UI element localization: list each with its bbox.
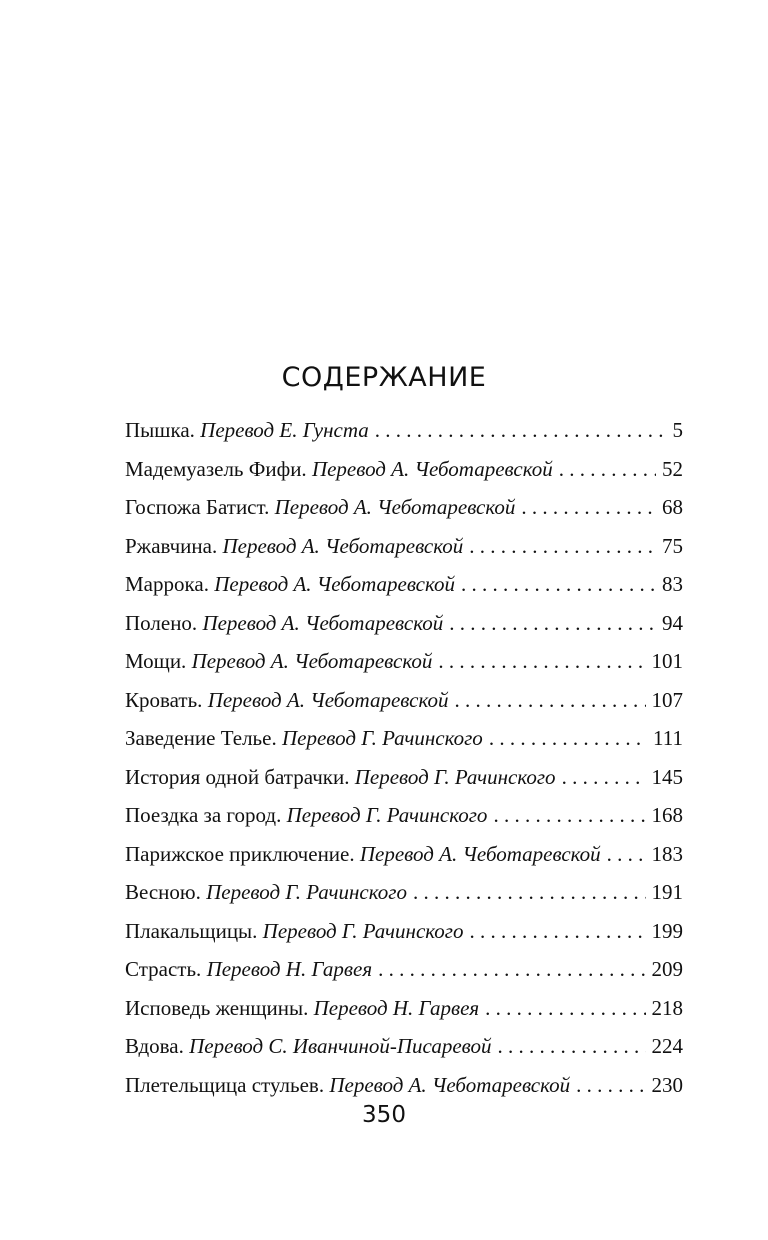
toc-entry[interactable] — [125, 912, 683, 951]
translator-credit: Перевод Е. Гунста — [200, 418, 369, 442]
page-number: 350 — [362, 1102, 406, 1128]
dot-leader — [432, 642, 645, 681]
toc-entry[interactable] — [125, 950, 683, 989]
page-reference: 224 — [651, 1034, 683, 1058]
story-title: Мадемуазель Фифи. — [125, 456, 307, 481]
toc-entry[interactable] — [125, 796, 683, 835]
dot-leader — [487, 796, 645, 835]
translator-credit: Перевод А. Чеботаревской — [359, 841, 601, 866]
toc-entry[interactable] — [125, 1027, 683, 1066]
translator-credit: Перевод А. Чеботаревской — [202, 610, 444, 635]
toc-entry[interactable] — [125, 450, 683, 489]
story-title: Поездка за город. — [125, 803, 282, 827]
toc-entry[interactable] — [125, 835, 683, 874]
dot-leader — [515, 488, 656, 527]
page-reference: 209 — [651, 957, 683, 981]
page-reference: 75 — [662, 533, 683, 558]
page-reference: 199 — [651, 918, 683, 943]
page-reference: 94 — [662, 610, 683, 635]
story-title: Исповедь женщины. — [125, 995, 309, 1020]
dot-leader — [553, 450, 656, 489]
story-title: Плетельщица стульев. — [125, 1072, 325, 1097]
translator-credit: Перевод Н. Гарвея — [206, 957, 373, 981]
translator-credit: Перевод С. Иванчиной-Писаревой — [189, 1034, 492, 1058]
toc-entry[interactable] — [125, 527, 683, 566]
translator-credit: Перевод А. Чеботаревской — [311, 456, 553, 481]
toc-entry[interactable] — [125, 642, 683, 681]
story-title: Пышка. — [125, 418, 195, 442]
toc-entry[interactable] — [125, 681, 683, 720]
toc-entry[interactable] — [125, 488, 683, 527]
page-reference: 168 — [651, 803, 683, 827]
page-reference: 111 — [653, 726, 683, 750]
page-reference: 183 — [651, 841, 683, 866]
translator-credit: Перевод А. Чеботаревской — [329, 1072, 571, 1097]
dot-leader — [448, 681, 645, 720]
dot-leader — [601, 835, 646, 874]
page-reference: 107 — [651, 687, 683, 712]
toc-entry[interactable] — [125, 719, 683, 758]
translator-credit: Перевод А. Чеботаревской — [222, 533, 464, 558]
dot-leader — [483, 719, 647, 758]
dot-leader — [463, 527, 656, 566]
translator-credit: Перевод Г. Рачинского — [206, 880, 407, 904]
story-title: Госпожа Батист. — [125, 495, 270, 519]
dot-leader — [372, 950, 645, 989]
translator-credit: Перевод А. Чеботаревской — [214, 572, 455, 596]
translator-credit: Перевод А. Чеботаревской — [191, 649, 433, 673]
toc-entry[interactable] — [125, 565, 683, 604]
table-of-contents — [125, 411, 683, 1104]
toc-entry[interactable] — [125, 989, 683, 1028]
page-reference: 52 — [662, 456, 683, 481]
story-title: История одной батрачки. — [125, 764, 350, 789]
story-title: Полено. — [125, 610, 198, 635]
translator-credit: Перевод Г. Рачинского — [262, 918, 464, 943]
translator-credit: Перевод А. Чеботаревской — [274, 495, 516, 519]
story-title: Плакальщицы. — [125, 918, 258, 943]
dot-leader — [407, 873, 646, 912]
story-title: Ржавчина. — [125, 533, 218, 558]
dot-leader — [491, 1027, 645, 1066]
page-reference: 5 — [672, 418, 683, 442]
story-title: Заведение Телье. — [125, 726, 277, 750]
dot-leader — [369, 411, 667, 450]
dot-leader — [443, 604, 656, 643]
story-title: Весною. — [125, 880, 201, 904]
story-title: Кровать. — [125, 687, 203, 712]
dot-leader — [570, 1066, 645, 1105]
translator-credit: Перевод Г. Рачинского — [286, 803, 488, 827]
page-reference: 230 — [651, 1072, 683, 1097]
dot-leader — [479, 989, 645, 1028]
story-title: Страсть. — [125, 957, 202, 981]
translator-credit: Перевод Г. Рачинского — [281, 726, 483, 750]
story-title: Парижское приключение. — [125, 841, 355, 866]
translator-credit: Перевод А. Чеботаревской — [207, 687, 449, 712]
translator-credit: Перевод Г. Рачинского — [354, 764, 556, 789]
toc-entry[interactable] — [125, 1066, 683, 1105]
story-title: Вдова. — [125, 1034, 184, 1058]
dot-leader — [464, 912, 646, 951]
story-title: Маррока. — [125, 572, 209, 596]
page-reference: 145 — [651, 764, 683, 789]
page-reference: 68 — [662, 495, 683, 519]
page-reference: 218 — [651, 995, 683, 1020]
translator-credit: Перевод Н. Гарвея — [313, 995, 480, 1020]
dot-leader — [556, 758, 646, 797]
toc-entry[interactable] — [125, 758, 683, 797]
toc-entry[interactable] — [125, 604, 683, 643]
page-reference: 101 — [651, 649, 683, 673]
toc-entry[interactable] — [125, 873, 683, 912]
page-reference: 191 — [651, 880, 683, 904]
toc-entry[interactable] — [125, 411, 683, 450]
story-title: Мощи. — [125, 649, 187, 673]
page-reference: 83 — [662, 572, 683, 596]
toc-heading: СОДЕРЖАНИЕ — [281, 362, 487, 393]
dot-leader — [455, 565, 656, 604]
